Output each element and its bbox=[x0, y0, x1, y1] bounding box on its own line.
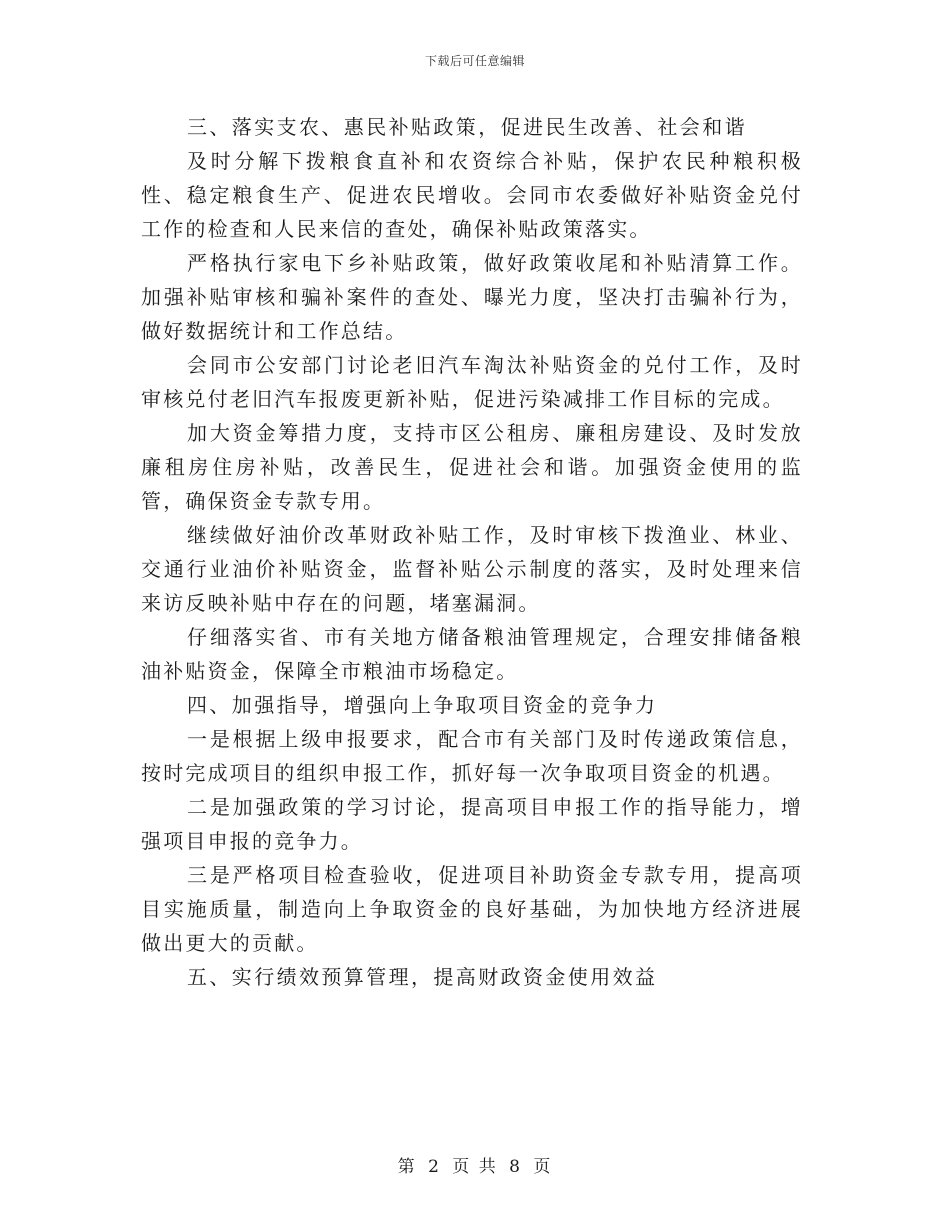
paragraph: 三是严格项目检查验收，促进项目补助资金专款专用，提高项目实施质量，制造向上争取资金的良好基础，为加快地方经济进展做出更大的贡献。 bbox=[141, 863, 803, 955]
section-heading-3: 三、落实支农、惠民补贴政策，促进民生改善、社会和谐 bbox=[187, 115, 747, 139]
paragraph: 仔细落实省、市有关地方储备粮油管理规定，合理安排储备粮油补贴资金，保障全市粮油市场稳定。 bbox=[141, 625, 803, 683]
page-label-suffix: 页 bbox=[533, 1157, 553, 1177]
page-label-middle: 页 共 bbox=[452, 1157, 498, 1177]
total-pages-number: 8 bbox=[509, 1157, 522, 1177]
current-page-number: 2 bbox=[428, 1157, 441, 1177]
paragraph: 严格执行家电下乡补贴政策，做好政策收尾和补贴清算工作。加强补贴审核和骗补案件的查处、曝光力度，坚决打击骗补行为，做好数据统计和工作总结。 bbox=[141, 251, 803, 343]
paragraph: 二是加强政策的学习讨论，提高项目申报工作的指导能力，增强项目申报的竞争力。 bbox=[141, 795, 803, 853]
section-heading-4: 四、加强指导，增强向上争取项目资金的竞争力 bbox=[187, 693, 658, 717]
paragraph: 一是根据上级申报要求，配合市有关部门及时传递政策信息，按时完成项目的组织申报工作，抓好每一次争取项目资金的机遇。 bbox=[141, 727, 803, 785]
page-label-prefix: 第 bbox=[397, 1157, 417, 1177]
paragraph: 及时分解下拨粮食直补和农资综合补贴，保护农民种粮积极性、稳定粮食生产、促进农民增收。会同市农委做好补贴资金兑付工作的检查和人民来信的查处，确保补贴政策落实。 bbox=[141, 149, 803, 241]
paragraph: 继续做好油价改革财政补贴工作，及时审核下拨渔业、林业、交通行业油价补贴资金，监督补贴公示制度的落实，及时处理来信来访反映补贴中存在的问题，堵塞漏洞。 bbox=[141, 523, 803, 615]
paragraph: 会同市公安部门讨论老旧汽车淘汰补贴资金的兑付工作，及时审核兑付老旧汽车报废更新补贴，促进污染减排工作目标的完成。 bbox=[141, 353, 803, 411]
document-body bbox=[141, 110, 803, 994]
page-footer bbox=[0, 1152, 950, 1177]
section-heading-5: 五、实行绩效预算管理，提高财政资金使用效益 bbox=[187, 965, 658, 989]
page-header: 下载后可任意编辑 bbox=[424, 54, 525, 68]
paragraph: 加大资金筹措力度，支持市区公租房、廉租房建设、及时发放廉租房住房补贴，改善民生，促进社会和谐。加强资金使用的监管，确保资金专款专用。 bbox=[141, 421, 803, 513]
